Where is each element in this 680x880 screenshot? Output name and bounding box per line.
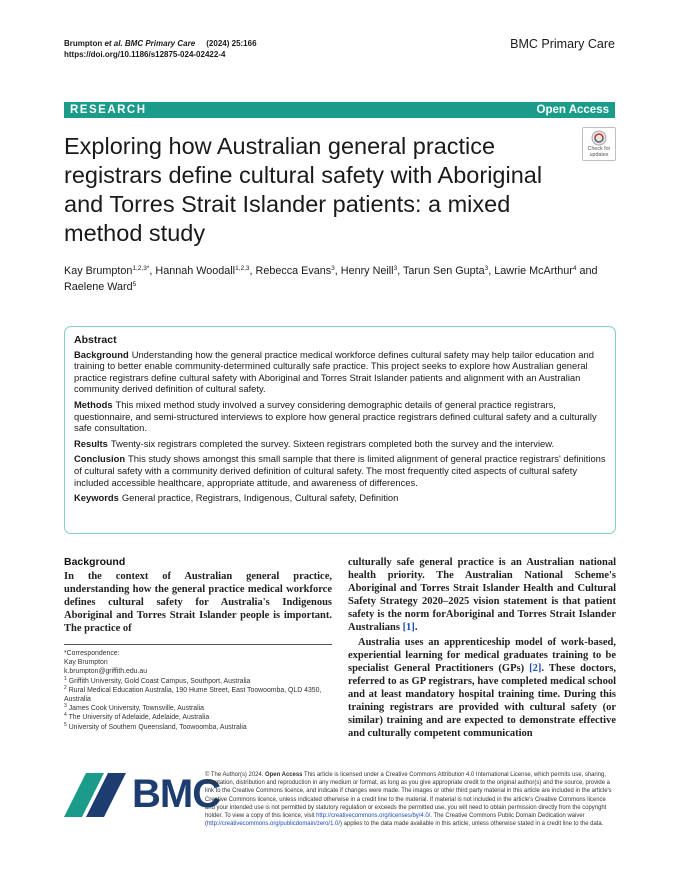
body-paragraph: Australia uses an apprenticeship model of work-based, experiential learning for medical graduates training to be specialist General Practitioners (GPs) [2]. These doctors, referred to as GP registrars, have completed medical school and at least mandatory hospital training time. During this training registrars are provided with cultural safety (or similar) training and are expected to demonstrate effective and culturally competent communication [348,637,616,739]
correspondence-email[interactable]: k.brumpton@griffith.edu.au [64,668,148,676]
check-for-updates-badge[interactable] [582,127,616,161]
affiliation-list [64,677,332,732]
article-title: Exploring how Australian general practice registrars define cultural safety with Aboriginal and Torres Strait Islander patients: a mixed method study [64,133,543,246]
body-paragraph: In the context of Australian general practice, understanding how the general practice medical workforce defines cultural safety for Australia's Indigenous Aboriginal and Torres Strait Islander people is important. The practice of [64,571,332,634]
check-updates-icon [591,130,607,146]
author-list: Kay Brumpton$^{1,2,3*}$, Hannah Woodall$^{1,2,3}$, Rebecca Evans$^3$, Henry Neill$^3$, Tarun Sen Gupta$^3$, Lawrie McArthur$^4$ and Raelene Ward$^5$ [64,265,598,293]
journal-name: BMC Primary Care [510,37,615,51]
article-type-label: RESEARCH [70,104,147,116]
affiliation-item: $^4$ The University of Adelaide, Adelaide, Australia [64,712,210,722]
correspondence-label: *Correspondence: [64,650,120,657]
author-name: Raelene Ward [64,281,133,293]
public-domain-link[interactable]: http://creativecommons.org/publicdomain/zero/1.0/ [206,821,340,828]
author-affiliation-marker: 4 [572,265,577,272]
abstract-box [64,326,616,534]
author-affiliation-marker: 3 [393,265,398,272]
abstract-keywords: Keywords General practice, Registrars, Indigenous, Cultural safety, Definition [74,492,399,504]
body-column-left [64,556,332,635]
author-name: Hannah Woodall [155,265,236,277]
body-paragraph: culturally safe general practice is an Australian national health priority. The Australian National Scheme's Aboriginal and Torres Strait Islander Health and Cultural Safety Strategy 2020–2025 vision statement is that patient safety is the norm forAboriginal and Torres Strait Islander Australians [1]. [348,557,616,633]
reference-link[interactable]: [2] [529,663,542,674]
abstract-background: Background Understanding how the general practice medical workforce defines cultural safety may help tailor education and training to better enable community-determined culturally safe practice. This project seeks to explore how Australian general practice registrars define cultural safety with Aboriginal and Torres Strait Islander patients and alignment with an Australian community derived definition of cultural safety. [74,348,594,395]
author-name: Kay Brumpton [64,265,133,277]
author-affiliation-marker: 3 [331,265,335,272]
author-name: Tarun Sen Gupta [403,265,485,277]
abstract-results: Results Twenty-six registrars completed the survey. Sixteen registrars completed both the survey and the interview. [74,437,555,449]
author-name: Lawrie McArthur [494,265,573,277]
abstract-conclusion: Conclusion This study shows amongst this small sample that there is limited alignment of general practice registrars' definitions of cultural safety with a community derived definition of cultural safety. The most frequently cited aspects of cultural safety included accessible healthcare, appropriate attitude, and awareness of differences. [74,453,606,488]
reference-link[interactable]: [1] [402,622,415,633]
license-statement: © The Author(s) 2024. Open Access This article is licensed under a Creative Commons Attribution 4.0 International License, which permits use, sharing, adaptation, distribution and reproduction in any medium or format, as long as you give appropriate credit to the original author(s) and the source, provide a link to the Creative Commons licence, and indicate if changes were made. The images or other third party material in this article are included in the article's Creative Commons licence, unless indicated otherwise in a credit line to the material. If material is not included in the article's Creative Commons licence and your intended use is not permitted by statutory regulation or exceeds the permitted use, you will need to obtain permission directly from the copyright holder. To view a copy of this licence, visit http://creativecommons.org/licenses/by/4.0/. The Creative Commons Public Domain Dedication waiver (http://creativecommons.org/publicdomain/zero/1.0/) applies to the data made available in this article, unless otherwise stated in a credit line to the data. [205,772,612,828]
abstract-methods: Methods This mixed method study involved a survey considering demographic details of general practice registrars, questionnaire, and semi-structured interviews to explore how general practice registrars defined cultural safety and a culturally safe consultation. [74,398,597,434]
correspondence-name: Kay Brumpton [64,659,108,667]
author-affiliation-marker: 5 [132,281,137,288]
check-badge-label: Check for updates [587,146,611,158]
author-affiliation-marker: 1,2,3 [235,265,250,272]
author-affiliation-marker: 1,2,3* [132,265,150,272]
affiliation-item: $^5$ University of Southern Queensland, Toowoomba, Australia [64,721,247,731]
article-type-banner [64,102,615,118]
footnotes [64,644,332,732]
bmc-logo [64,772,220,817]
open-access-label: Open Access [536,104,609,116]
section-heading-background: Background [64,556,126,568]
bmc-logo-text: BMC [132,772,221,816]
affiliation-item: $^2$ Rural Medical Education Australia, 190 Hume Street, East Toowoomba, QLD 4350, Australia [64,684,322,704]
affiliation-item: $^1$ Griffith University, Gold Coast Campus, Southport, Australia [64,675,251,685]
author-name: Henry Neill [340,265,394,277]
bmc-logo-mark-icon [64,773,126,817]
license-link[interactable]: http://creativecommons.org/licenses/by/4.0/ [316,813,431,820]
body-column-right [348,556,616,740]
abstract-heading: Abstract [74,334,117,346]
running-header [64,39,257,60]
affiliation-item: $^3$ James Cook University, Townsville, Australia [64,703,205,713]
author-affiliation-marker: 3 [484,265,489,272]
author-name: Rebecca Evans [255,265,332,277]
doi-link[interactable]: https://doi.org/10.1186/s12875-024-02422-4 [64,49,226,59]
citation: Brumpton et al. BMC Primary Care (2024) 25:166 [64,39,257,48]
